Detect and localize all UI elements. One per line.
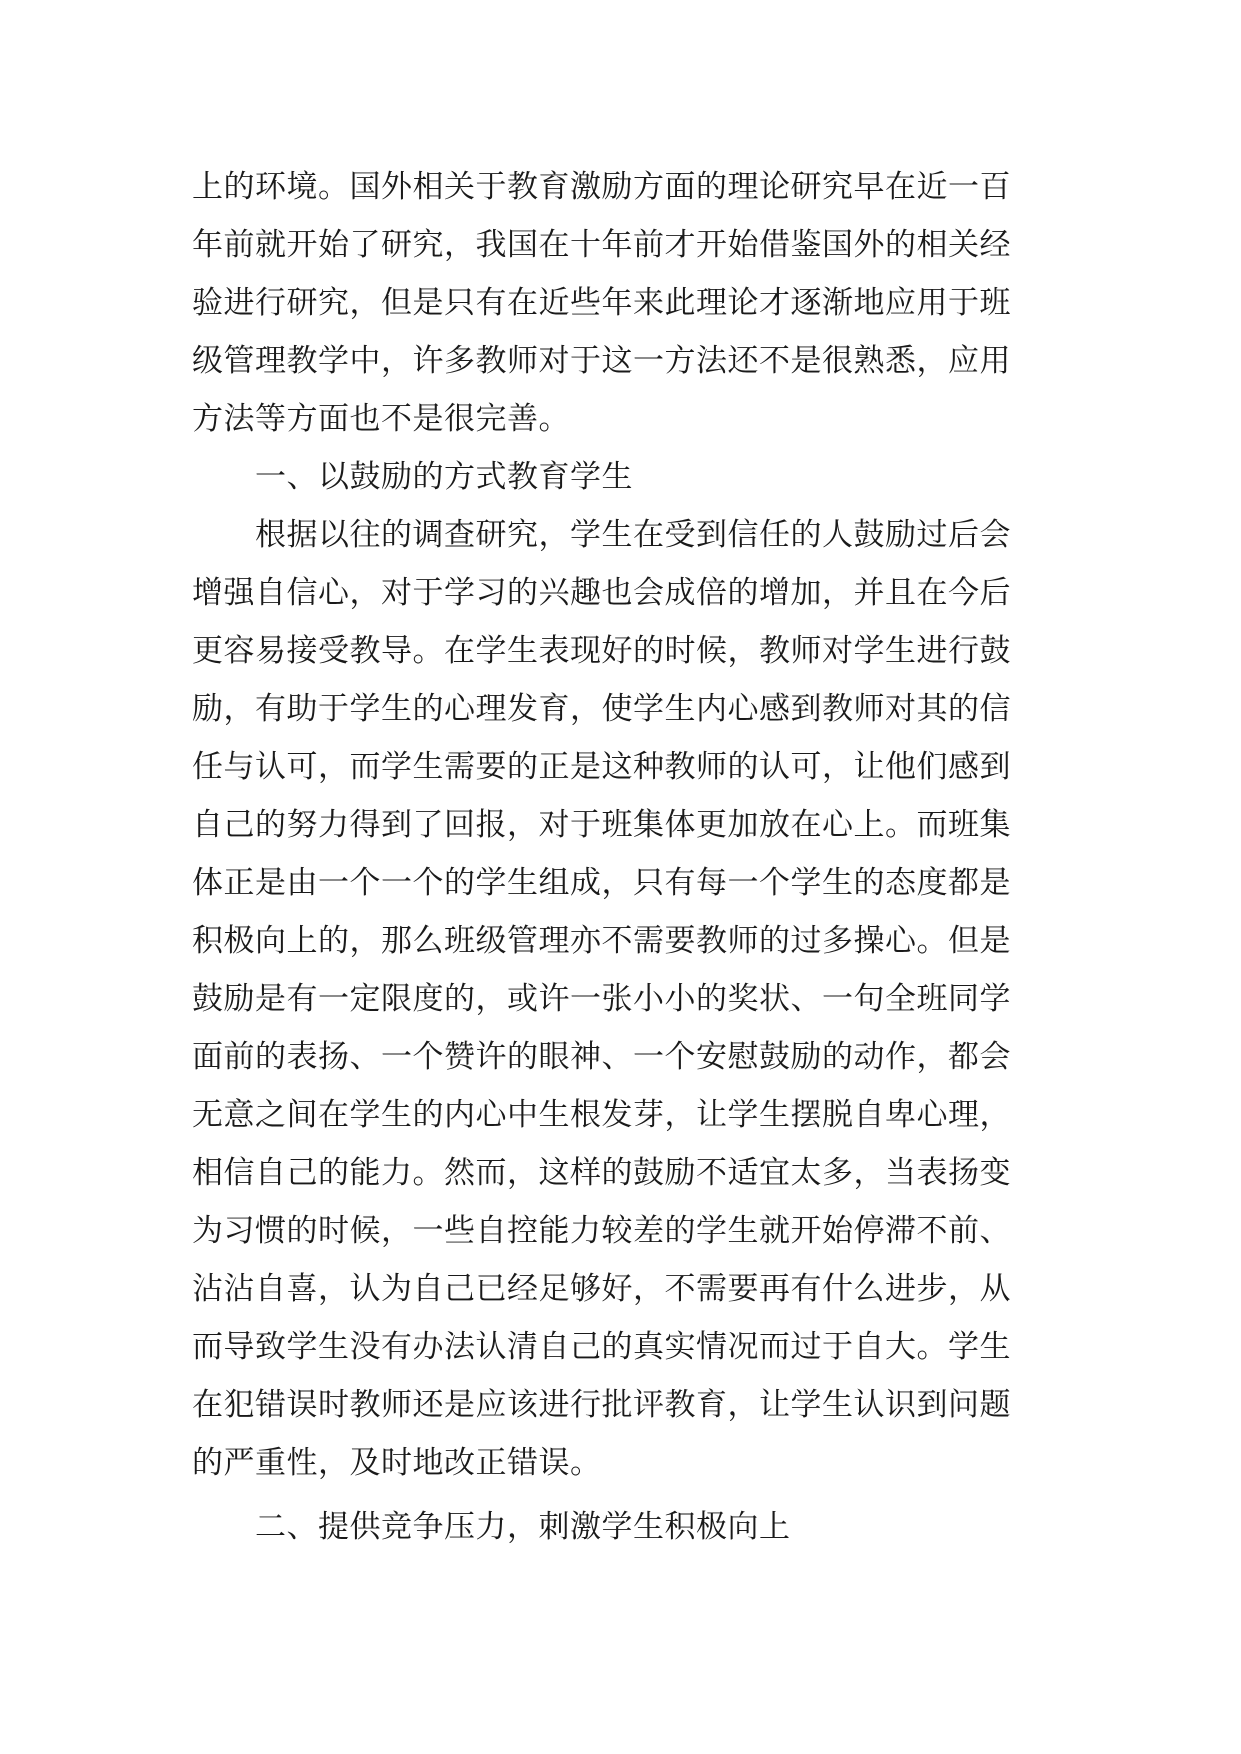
text-line: 的严重性，及时地改正错误。 (192, 1445, 602, 1481)
text-line: 根据以往的调查研究，学生在受到信任的人鼓励过后会 (192, 517, 1011, 553)
text-line: 为习惯的时候，一些自控能力较差的学生就开始停滞不前、 (192, 1213, 1011, 1249)
text-line: 无意之间在学生的内心中生根发芽，让学生摆脱自卑心理， (192, 1097, 1011, 1133)
text-line: 相信自己的能力。然而，这样的鼓励不适宜太多，当表扬变 (192, 1155, 1011, 1191)
text-line: 自己的努力得到了回报，对于班集体更加放在心上。而班集 (192, 807, 1011, 843)
text-line: 励，有助于学生的心理发育，使学生内心感到教师对其的信 (192, 691, 1011, 727)
text-line: 体正是由一个一个的学生组成，只有每一个学生的态度都是 (192, 865, 1011, 901)
intro-paragraph (192, 158, 1054, 448)
text-line: 积极向上的，那么班级管理亦不需要教师的过多操心。但是 (192, 923, 1011, 959)
text-line: 而导致学生没有办法认清自己的真实情况而过于自大。学生 (192, 1329, 1011, 1365)
text-line: 增强自信心，对于学习的兴趣也会成倍的增加，并且在今后 (192, 575, 1011, 611)
section-heading-1: 一、以鼓励的方式教育学生 (192, 459, 633, 495)
document-body (192, 158, 1054, 1556)
text-line: 鼓励是有一定限度的，或许一张小小的奖状、一句全班同学 (192, 981, 1011, 1017)
text-line: 在犯错误时教师还是应该进行批评教育，让学生认识到问题 (192, 1387, 1011, 1423)
text-line: 面前的表扬、一个赞许的眼神、一个安慰鼓励的动作，都会 (192, 1039, 1011, 1075)
text-line: 级管理教学中，许多教师对于这一方法还不是很熟悉，应用 (192, 343, 1011, 379)
text-line: 年前就开始了研究，我国在十年前才开始借鉴国外的相关经 (192, 227, 1011, 263)
section1-paragraph (192, 506, 1054, 1492)
text-line: 任与认可，而学生需要的正是这种教师的认可，让他们感到 (192, 749, 1011, 785)
text-line: 上的环境。国外相关于教育激励方面的理论研究早在近一百 (192, 169, 1011, 205)
text-line: 方法等方面也不是很完善。 (192, 401, 570, 437)
section-heading-2: 二、提供竞争压力，刺激学生积极向上 (192, 1509, 791, 1545)
text-line: 验进行研究，但是只有在近些年来此理论才逐渐地应用于班 (192, 285, 1011, 321)
text-line: 沾沾自喜，认为自己已经足够好，不需要再有什么进步，从 (192, 1271, 1011, 1307)
text-line: 更容易接受教导。在学生表现好的时候，教师对学生进行鼓 (192, 633, 1011, 669)
